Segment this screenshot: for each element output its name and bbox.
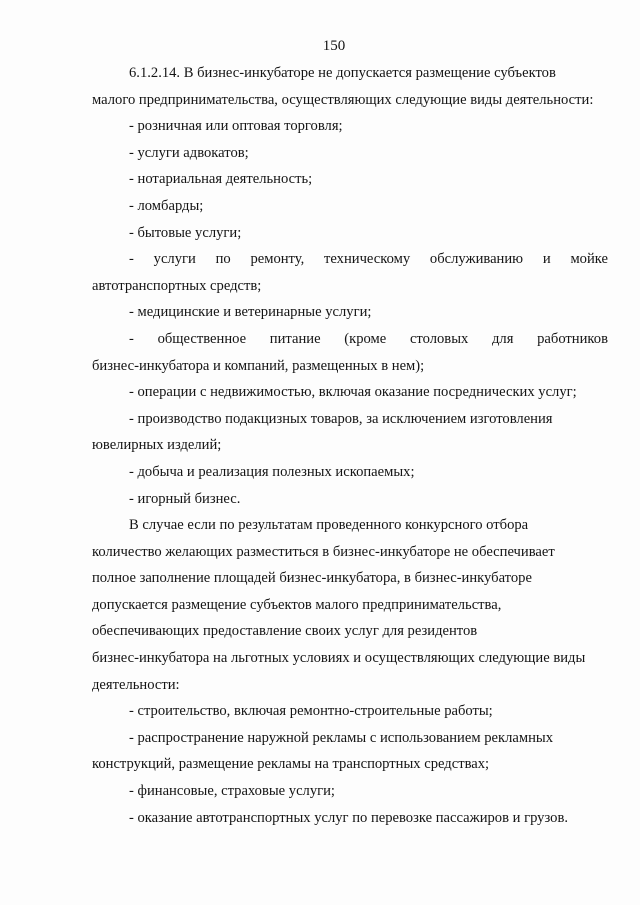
word: мойке [570,251,608,268]
word: и [542,251,551,268]
list-item: - розничная или оптовая торговля; [129,118,343,135]
list-item: - ломбарды; [129,197,204,214]
page-number: 150 [322,38,346,54]
list-item: - бытовые услуги; [129,224,242,241]
list-item: - игорный бизнес. [129,490,241,507]
list-item: - строительство, включая ремонтно-строительные работы; [129,703,493,720]
list-item: - добыча и реализация полезных ископаемых; [129,463,415,480]
document-body [92,60,608,831]
intro-line-1: 6.1.2.14. В бизнес-инкубаторе не допускается размещение субъектов [129,65,556,81]
word: услуги [153,251,196,268]
intro-line-2: малого предпринимательства, осуществляющих следующие виды деятельности: [92,91,594,108]
para2-line-7: деятельности: [92,676,180,693]
list-item-excise-line-2: ювелирных изделий; [92,437,222,454]
word: работников [537,330,608,347]
list-item: - услуги адвокатов; [129,144,249,161]
word: общественное [157,330,247,347]
list-item: - финансовые, страховые услуги; [129,783,335,800]
list-item: - операции с недвижимостью, включая оказание посреднических услуг; [129,384,577,401]
list-item: - оказание автотранспортных услуг по перевозке пассажиров и грузов. [129,809,568,826]
list-item-food-line-2: бизнес-инкубатора и компаний, размещенных в нем); [92,357,425,374]
para2-line-6: бизнес-инкубатора на льготных условиях и осуществляющих следующие виды [92,650,586,667]
word: питание [269,330,321,347]
list-item-ads-line-2: конструкций, размещение рекламы на транспортных средствах; [92,756,490,773]
word: техническому [324,251,411,268]
word: обслуживанию [429,251,524,268]
para2-line-2: количество желающих разместиться в бизнес-инкубаторе не обеспечивает [92,543,555,560]
para2-line-4: допускается размещение субъектов малого предпринимательства, [92,596,502,613]
list-item-ads-line-1: - распространение наружной рекламы с использованием рекламных [129,729,553,746]
list-item-repair-line-1 [92,246,608,273]
list-item-repair-line-2: автотранспортных средств; [92,277,262,294]
para2-line-5: обеспечивающих предоставление своих услуг для резидентов [92,623,478,640]
word: (кроме [344,330,387,347]
word: по [215,251,231,268]
list-item-food-line-1 [92,326,608,353]
para2-line-3: полное заполнение площадей бизнес-инкубатора, в бизнес-инкубаторе [92,570,532,587]
list-item-excise-line-1: - производство подакцизных товаров, за исключением изготовления [129,410,553,427]
word: - [129,251,134,268]
word: столовых [409,330,469,347]
list-item: - медицинские и ветеринарные услуги; [129,304,372,321]
list-item: - нотариальная деятельность; [129,171,313,188]
word: - [129,330,134,347]
para2-line-1: В случае если по результатам проведенного конкурсного отбора [129,517,529,534]
word: для [492,330,514,347]
word: ремонту, [250,251,305,268]
